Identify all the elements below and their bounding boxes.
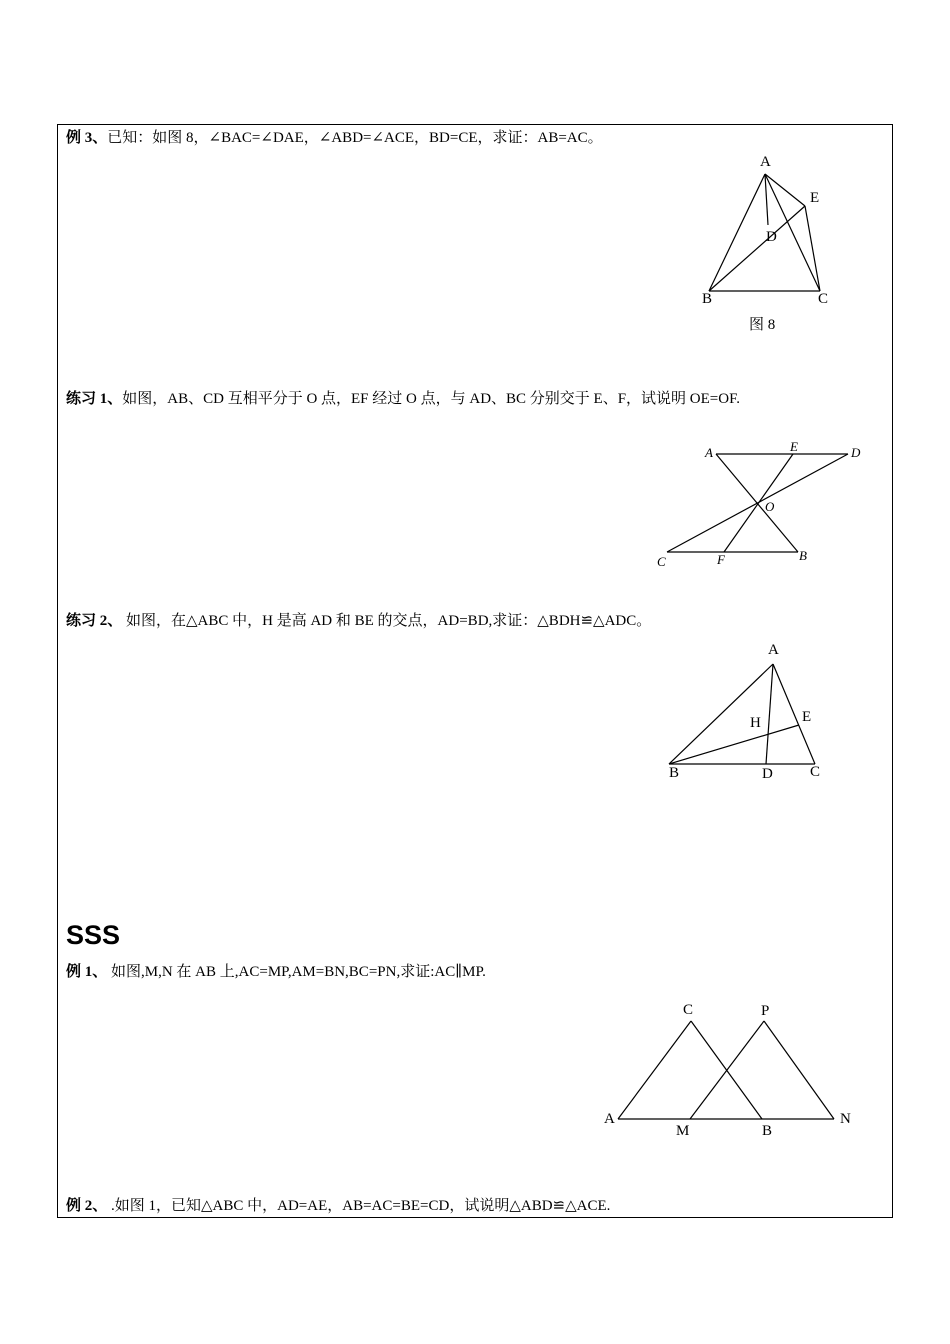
sss-example-2-label: 例 2、 bbox=[66, 1198, 108, 1214]
sss-example-2-text: .如图 1，已知△ABC 中，AD=AE，AB=AC=BE=CD，试说明△ABD≌△ACE. bbox=[107, 1198, 611, 1214]
label-d: D bbox=[766, 229, 777, 245]
seg-ec bbox=[805, 206, 820, 291]
seg-ef bbox=[724, 454, 793, 552]
section-heading-sss: SSS bbox=[66, 920, 121, 950]
label-b: B bbox=[799, 548, 807, 563]
seg-ad bbox=[766, 664, 773, 764]
example-3-problem bbox=[66, 128, 603, 148]
seg-ad bbox=[765, 174, 768, 225]
practice-2-text: 如图，在△ABC 中，H 是高 AD 和 BE 的交点，AD=BD,求证：△BDH≌△ADC。 bbox=[122, 613, 652, 629]
label-e: E bbox=[802, 709, 812, 725]
label-c: C bbox=[810, 764, 821, 780]
sss-example-1-problem bbox=[66, 962, 486, 982]
label-b: B bbox=[702, 291, 713, 307]
figure-sss-example-1 bbox=[600, 998, 860, 1143]
sss-example-2-problem bbox=[66, 1196, 610, 1216]
label-c: C bbox=[657, 554, 666, 569]
label-h: H bbox=[750, 715, 761, 731]
label-e: E bbox=[810, 190, 820, 206]
sss-example-1-label: 例 1、 bbox=[66, 964, 108, 980]
label-a: A bbox=[760, 154, 771, 170]
label-n: N bbox=[840, 1111, 851, 1127]
label-p: P bbox=[761, 1003, 770, 1019]
practice-1-problem bbox=[66, 389, 740, 409]
label-o: O bbox=[765, 499, 775, 514]
label-c: C bbox=[683, 1002, 694, 1018]
figure-practice-2 bbox=[660, 640, 840, 785]
label-a: A bbox=[768, 642, 779, 658]
label-d: D bbox=[851, 445, 861, 460]
label-e: E bbox=[790, 439, 798, 454]
seg-ac bbox=[618, 1021, 691, 1119]
example-3-label: 例 3、 bbox=[66, 130, 108, 146]
figure-caption: 图 8 bbox=[749, 317, 776, 333]
practice-2-problem bbox=[66, 611, 651, 631]
example-3-text: 已知：如图 8，∠BAC=∠DAE，∠ABD=∠ACE，BD=CE，求证：AB=AC。 bbox=[107, 130, 603, 146]
practice-2-label: 练习 2、 bbox=[66, 613, 123, 629]
label-a: A bbox=[705, 445, 713, 460]
label-a: A bbox=[604, 1111, 615, 1127]
label-d: D bbox=[762, 766, 773, 782]
sss-example-1-text: 如图,M,N 在 AB 上,AC=MP,AM=BN,BC=PN,求证:AC∥MP. bbox=[107, 964, 486, 980]
label-m: M bbox=[676, 1123, 690, 1139]
seg-ae bbox=[765, 174, 805, 206]
seg-ab bbox=[709, 174, 765, 291]
label-b: B bbox=[669, 765, 680, 781]
practice-1-label: 练习 1、 bbox=[66, 391, 123, 407]
label-c: C bbox=[818, 291, 829, 307]
figure-8 bbox=[690, 145, 850, 345]
figure-practice-1 bbox=[650, 435, 870, 575]
seg-be bbox=[709, 206, 805, 291]
seg-cd bbox=[667, 454, 848, 552]
label-f: F bbox=[717, 552, 725, 567]
seg-pn bbox=[764, 1021, 834, 1119]
label-b: B bbox=[762, 1123, 773, 1139]
practice-1-text: 如图，AB、CD 互相平分于 O 点，EF 经过 O 点，与 AD、BC 分别交于 E、F，试说明 OE=OF. bbox=[122, 391, 740, 407]
